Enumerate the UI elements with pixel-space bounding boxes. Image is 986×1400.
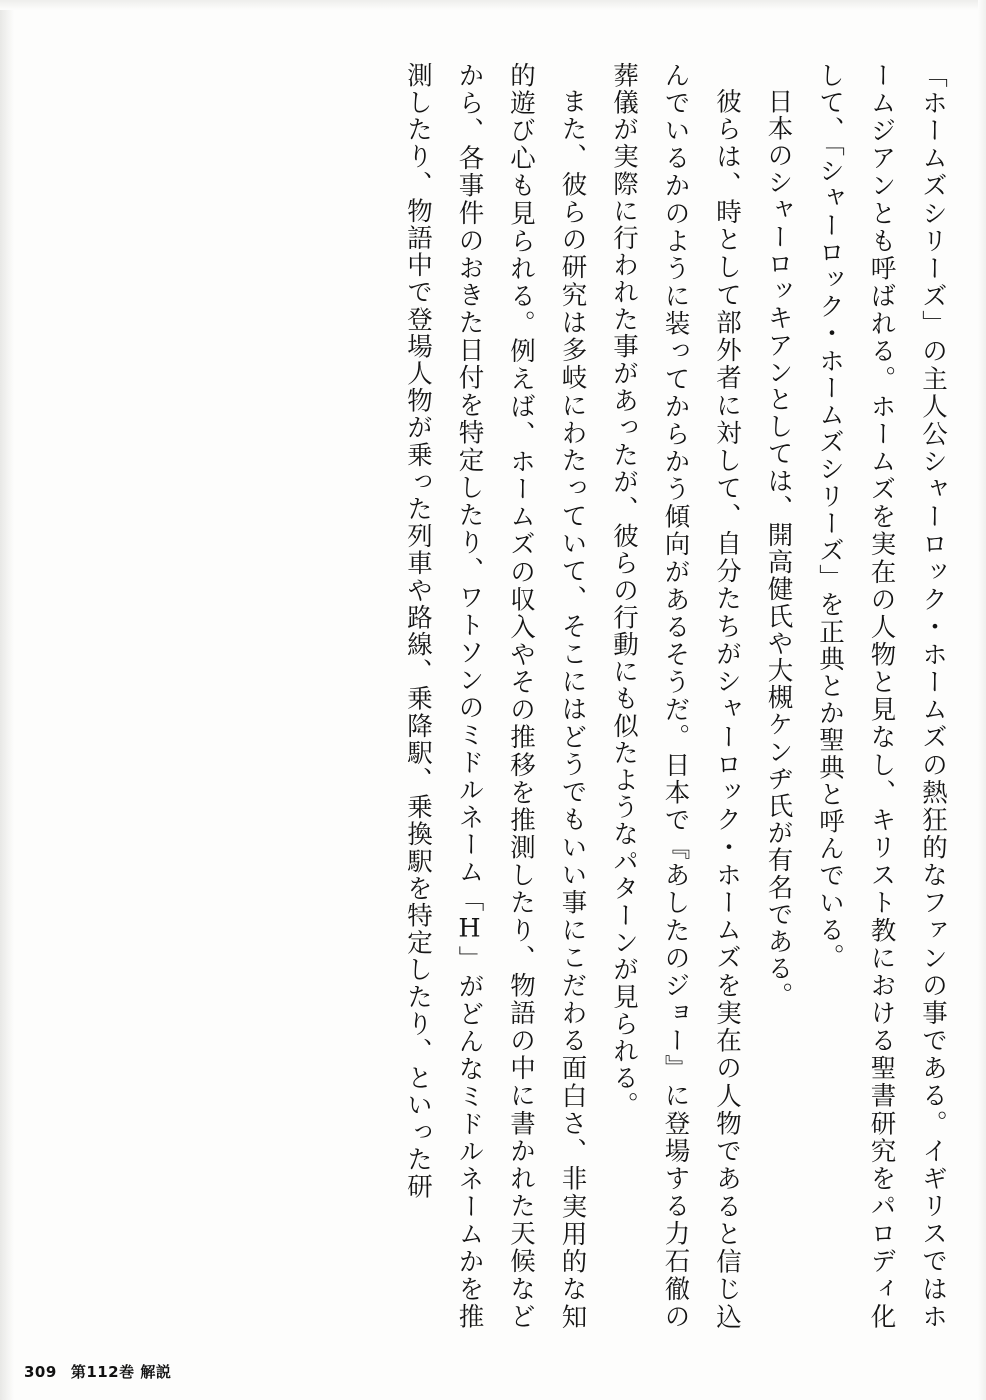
paragraph: また、彼らの研究は多岐にわたっていて、そこにはどうでもいい事にこだわる面白さ、非実用的な知的遊び心も見られる。例えば、ホームズの収入やその推移を推測したり、物語の中に書かれた天候などから、各事件のおきた日付を特定したり、ワトソンのミドルネーム「H」がどんなミドルネームかを推測したり、物語中で登場人物が乗った列車や路線、乗降駅、乗換駅を特定したり、といった研: [403, 62, 588, 1330]
page-body-text: [20, 62, 958, 1330]
page-edge-shadow-top: [0, 0, 986, 10]
page-edge-shadow-right: [978, 0, 986, 1400]
page-number: 309: [24, 1363, 57, 1381]
paragraph: 日本のシャーロッキアンとしては、開高健氏や大槻ケンヂ氏が有名である。: [763, 87, 794, 1009]
paragraph: 彼らは、時として部外者に対して、自分たちがシャーロック・ホームズを実在の人物であると信じ込んでいるかのように装ってからかう傾向があるそうだ。日本で『あしたのジョー』に登場する力石徹の葬儀が実際に行われた事があったが、彼らの行動にも似たようなパターンが見られる。: [609, 62, 742, 1330]
page-footer: [24, 1361, 171, 1382]
paragraph: 「ホームズシリーズ」の主人公シャーロック・ホームズの熱狂的なファンの事である。イギリスではホームジアンとも呼ばれる。ホームズを実在の人物と見なし、キリスト教における聖書研究をパロディ化して、「シャーロック・ホームズシリーズ」を正典とか聖典と呼んでいる。: [815, 62, 948, 1330]
running-head-title: 第112巻 解説: [70, 1363, 172, 1381]
page-edge-shadow-left: [0, 0, 14, 1400]
